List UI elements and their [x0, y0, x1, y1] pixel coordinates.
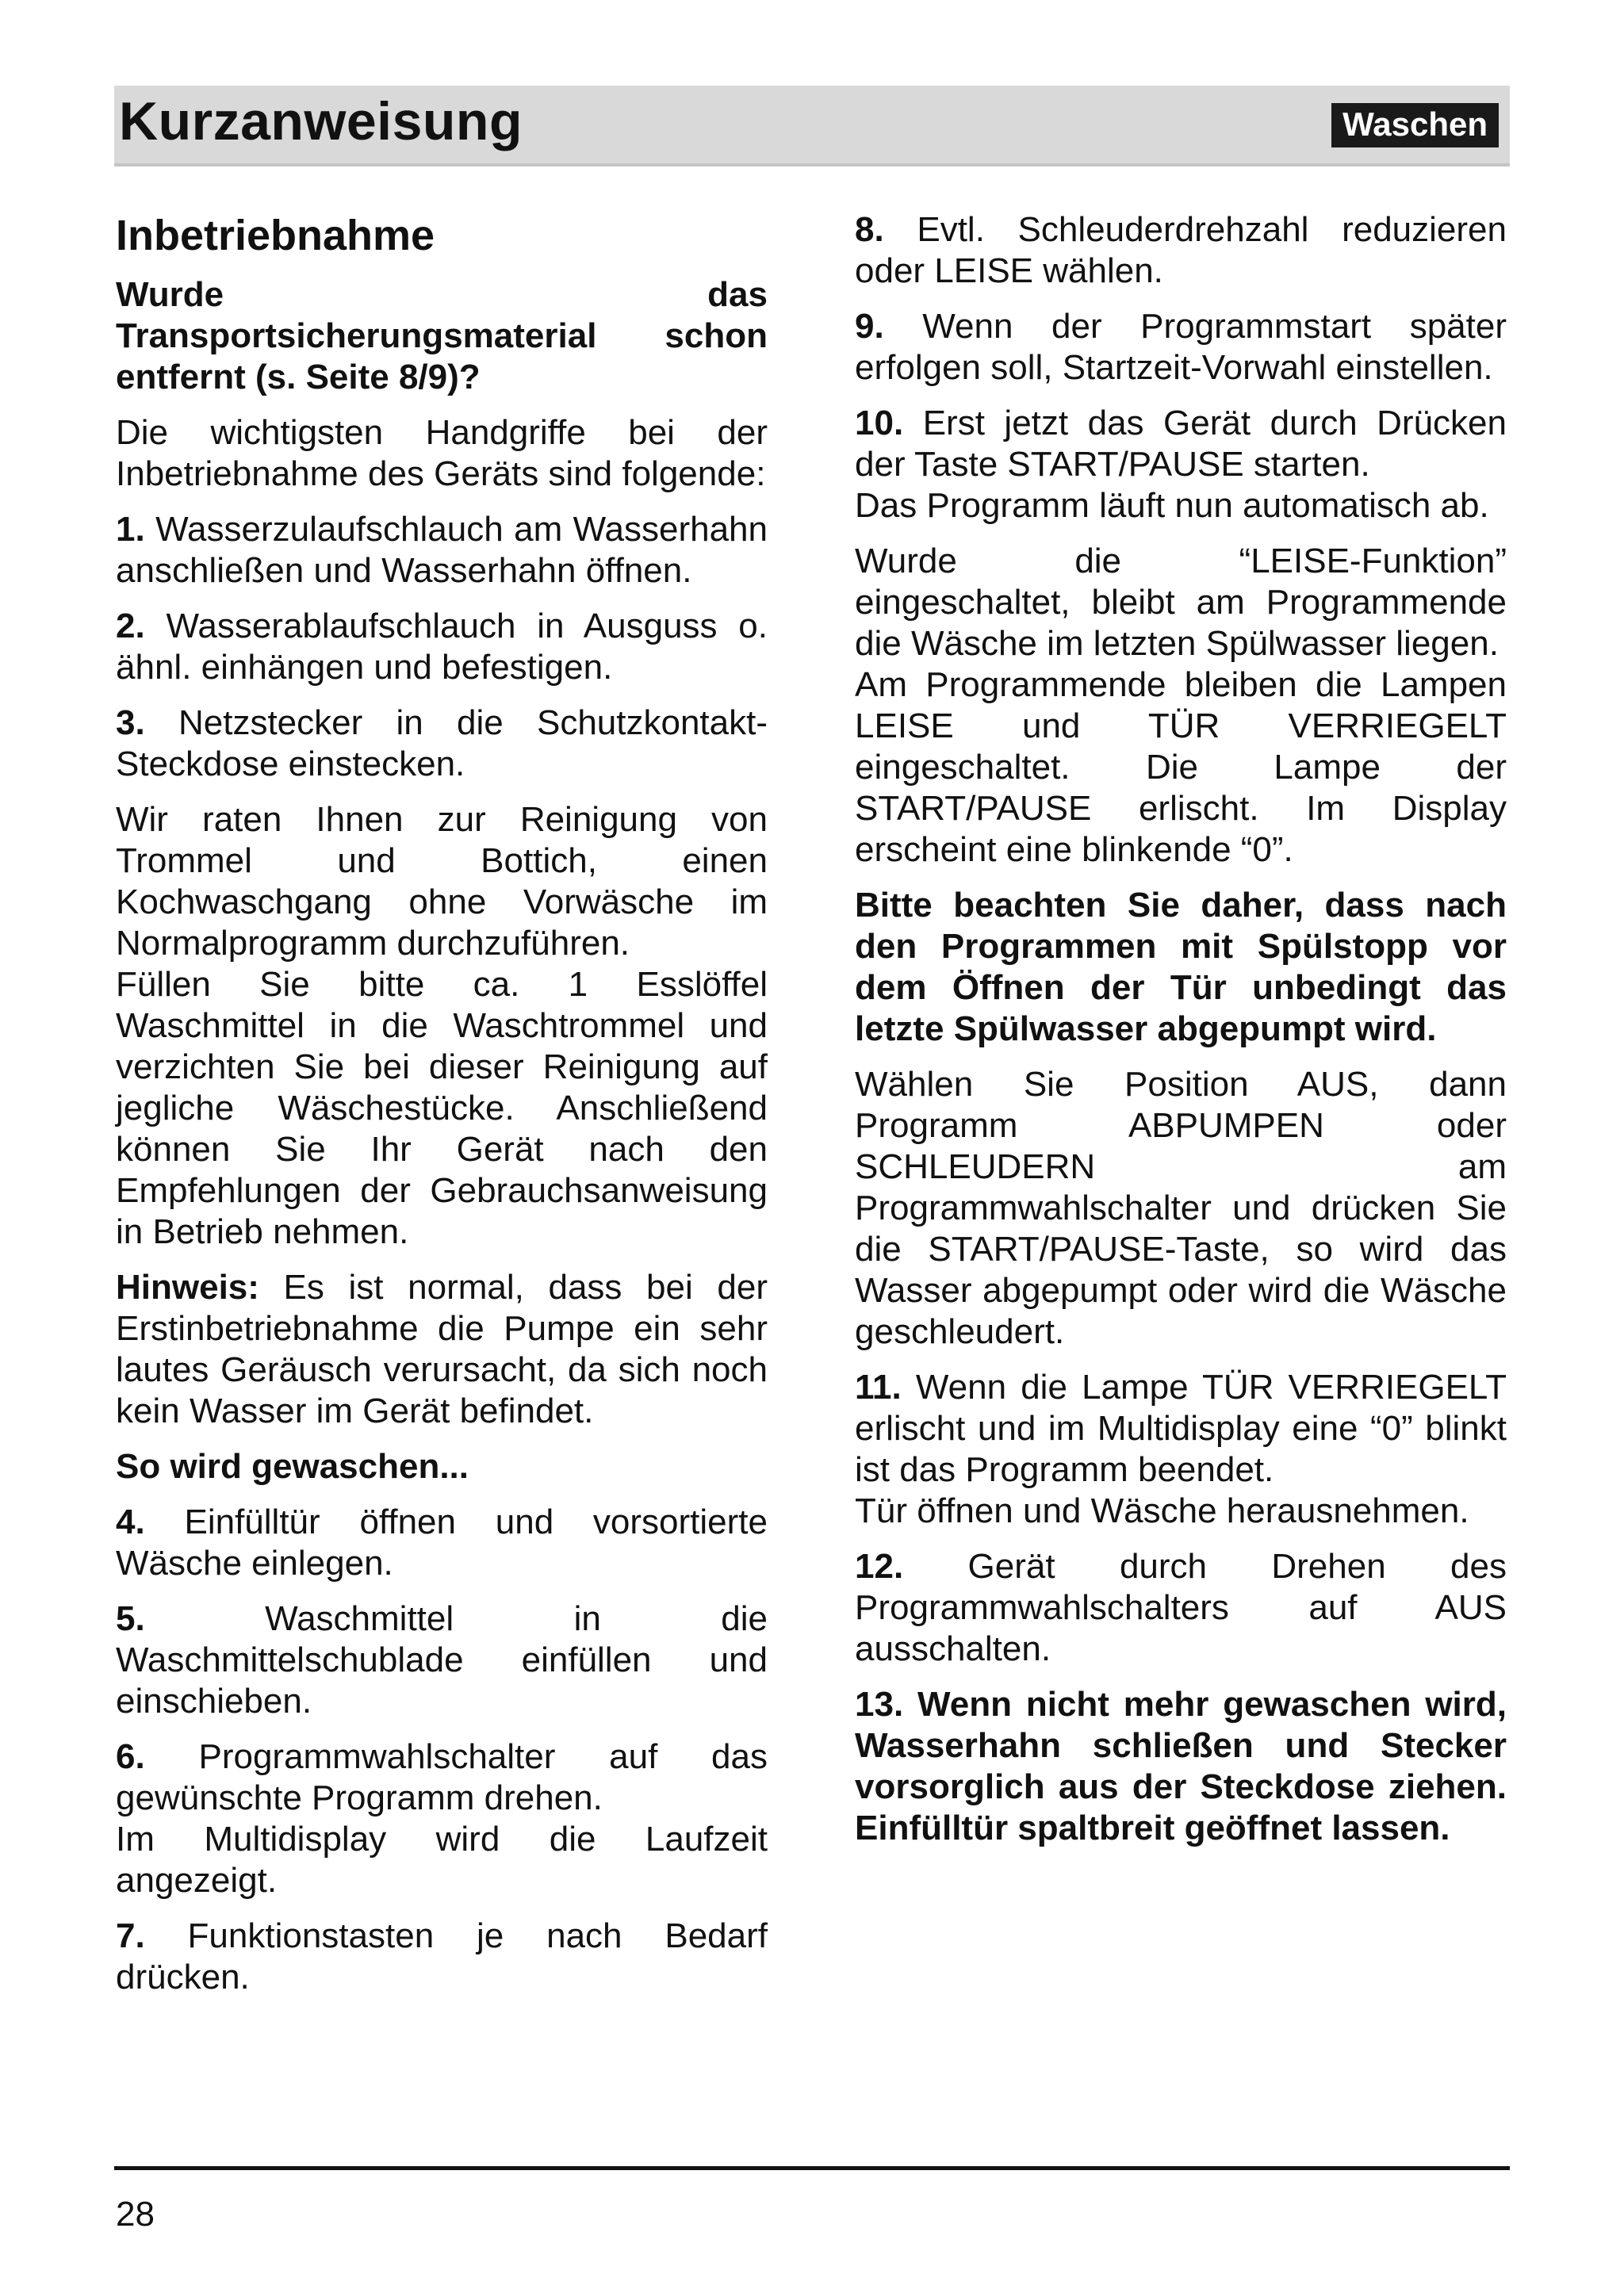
- cleaning-text-1: Wir raten Ihnen zur Reinigung von Trommel und Bottich, einen Kochwaschgang ohne Vorwäsche im Normalprogramm durchzuführen.: [116, 800, 768, 963]
- step-12: [855, 1546, 1507, 1670]
- step-2: [116, 606, 768, 688]
- warning-text: Bitte beachten Sie daher, dass nach den Programmen mit Spülstopp vor dem Öffnen der Tür unbedingt das letzte Spülwasser abgepumpt wird.: [855, 886, 1507, 1048]
- step-3: [116, 702, 768, 785]
- step-text: Erst jetzt das Gerät durch Drücken der Taste START/PAUSE starten.: [855, 404, 1507, 484]
- note-label: Hinweis:: [116, 1268, 259, 1307]
- step-4: [116, 1502, 768, 1584]
- step-extra: Tür öffnen und Wäsche herausnehmen.: [855, 1491, 1469, 1530]
- intro-text: Die wichtigsten Handgriffe bei der Inbetriebnahme des Geräts sind folgende:: [116, 413, 768, 493]
- subheading: So wird gewaschen...: [116, 1447, 469, 1486]
- step-9: [855, 306, 1507, 389]
- left-column: [116, 208, 768, 2012]
- step-5: [116, 1598, 768, 1722]
- leise-text-2: Am Programmende bleiben die Lampen LEISE und TÜR VERRIEGELT eingeschaltet. Die Lampe der START/PAUSE erlischt. Im Display erscheint eine blinkende “0”.: [855, 665, 1507, 869]
- step-number: 6.: [116, 1737, 145, 1776]
- section-tag: Waschen: [1331, 103, 1499, 147]
- step-text: Wasserablaufschlauch in Ausguss o. ähnl. einhängen und befestigen.: [116, 607, 768, 687]
- step-extra: Das Programm läuft nun automatisch ab.: [855, 486, 1489, 525]
- step-1: [116, 509, 768, 591]
- step-number: 3.: [116, 703, 145, 742]
- step-13: 13. Wenn nicht mehr gewaschen wird, Wasserhahn schließen und Stecker vorsorglich aus der Steckdose ziehen. Einfülltür spaltbreit geöffnet lassen.: [855, 1685, 1507, 1847]
- step-number: 1.: [116, 510, 145, 549]
- step-text: Evtl. Schleuderdrehzahl reduzieren oder LEISE wählen.: [855, 210, 1507, 290]
- step-text: Wenn die Lampe TÜR VERRIEGELT erlischt und im Multidisplay eine “0” blinkt ist das Programm beendet.: [855, 1368, 1507, 1489]
- leise-text: [855, 541, 1507, 871]
- step-text: Wasserzulaufschlauch am Wasserhahn anschließen und Wasserhahn öffnen.: [116, 510, 768, 590]
- note-text: Es ist normal, dass bei der Erstinbetriebnahme die Pumpe ein sehr lautes Geräusch verursacht, da sich noch kein Wasser im Gerät befindet.: [116, 1268, 768, 1430]
- leise-text-1: Wurde die “LEISE-Funktion” eingeschaltet, bleibt am Programmende die Wäsche im letzten Spülwasser liegen.: [855, 542, 1507, 663]
- step-text: Wenn der Programmstart später erfolgen soll, Startzeit-Vorwahl einstellen.: [855, 307, 1507, 387]
- page-number: 28: [116, 2195, 155, 2234]
- step-number: 11.: [855, 1368, 902, 1407]
- step-number: 8.: [855, 210, 884, 249]
- step-11: [855, 1367, 1507, 1532]
- section-title: Inbetriebnahme: [116, 212, 435, 259]
- note-paragraph: [116, 1267, 768, 1432]
- step-text: Netzstecker in die Schutzkontakt-Steckdose einstecken.: [116, 703, 768, 783]
- step-6: [116, 1736, 768, 1901]
- step-8: [855, 209, 1507, 292]
- right-column: [855, 209, 1507, 1863]
- question-text: Wurde das Transportsicherungsmaterial schon entfernt (s. Seite 8/9)?: [116, 275, 768, 396]
- step-text: Funktionstasten je nach Bedarf drücken.: [116, 1916, 768, 1996]
- footer-rule: [114, 2166, 1510, 2170]
- step-7: [116, 1916, 768, 1998]
- step-text: Programmwahlschalter auf das gewünschte Programm drehen.: [116, 1737, 768, 1817]
- page-header: [114, 86, 1510, 167]
- cleaning-text: [116, 799, 768, 1253]
- step-text: Waschmittel in die Waschmittelschublade einfüllen und einschieben.: [116, 1599, 768, 1721]
- step-10: [855, 403, 1507, 526]
- pump-text: Wählen Sie Position AUS, dann Programm ABPUMPEN oder SCHLEUDERN am Programmwahlschalter und drücken Sie die START/PAUSE-Taste, so wird das Wasser abgepumpt oder wird die Wäsche geschleudert.: [855, 1065, 1507, 1351]
- step-number: 7.: [116, 1916, 145, 1955]
- page-title: Kurzanweisung: [119, 91, 523, 151]
- step-number: 2.: [116, 607, 145, 645]
- step-number: 4.: [116, 1503, 145, 1541]
- step-number: 9.: [855, 307, 884, 346]
- step-text: Einfülltür öffnen und vorsortierte Wäsche einlegen.: [116, 1503, 768, 1583]
- step-text: Gerät durch Drehen des Programmwahlschalters auf AUS ausschalten.: [855, 1547, 1507, 1668]
- step-number: 12.: [855, 1547, 904, 1586]
- step-extra: Im Multidisplay wird die Laufzeit angezeigt.: [116, 1820, 768, 1900]
- step-number: 5.: [116, 1599, 145, 1638]
- step-number: 10.: [855, 404, 904, 442]
- cleaning-text-2: Füllen Sie bitte ca. 1 Esslöffel Waschmittel in die Waschtrommel und verzichten Sie bei dieser Reinigung auf jegliche Wäschestücke. Anschließend können Sie Ihr Gerät nach den Empfehlungen der Gebrauchsanweisung in Betrieb nehmen.: [116, 965, 768, 1251]
